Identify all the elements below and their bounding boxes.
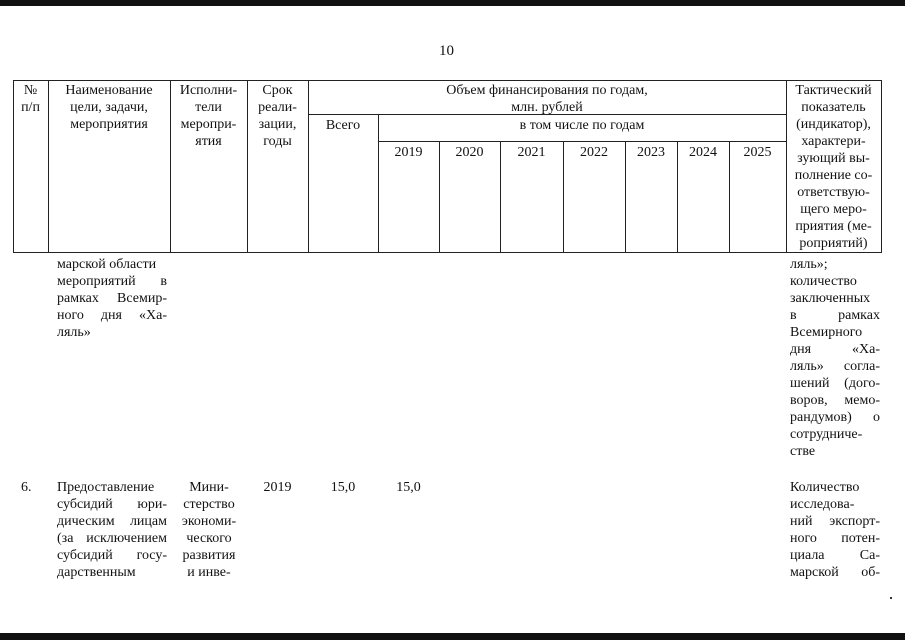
header-year-2022: 2022 [580,145,608,160]
header-top-line [13,80,881,81]
row6-name: Предоставление субсидий юри- дическим лицам (за исключением субсидий госу- дарственным [57,480,167,580]
header-term: Срок реали- зации, годы [258,83,297,149]
scan-speck [890,597,892,599]
header-year-2019: 2019 [394,145,423,160]
row6-term: 2019 [263,480,292,495]
continuation-indicator: ляль»; количество заключенных в рамках Всемирного дня «Ха- ляль» согла- шений (дого- воров, мемо- рандумов) о сотрудниче- стве [790,257,880,459]
header-by-years: в том числе по годам [519,118,645,133]
header-year-2021: 2021 [517,145,546,160]
bottom-border [0,633,905,640]
header-name: Наименование цели, задачи, мероприятия [65,83,153,132]
header-indicator: Тактический показатель (индикатор), характери- зующий вы- полнение со- ответствую- щего меро- приятия (ме- роприятий) [794,83,873,251]
header-year-2024: 2024 [689,145,717,160]
header-year-2025: 2025 [743,145,772,160]
header-funding: Объем финансирования по годам, млн. рублей [446,83,648,115]
header-bottom-line [13,252,881,253]
row6-indicator: Количество исследова- ний экспорт- ного потен- циала Са- марской об- [790,480,880,580]
header-executor: Исполни- тели меропри- ятия [179,83,238,149]
col-line-5 [378,114,379,253]
col-line-13 [881,80,882,253]
row6-executor: Мини- стерство экономи- ческого развития и инве- [181,480,237,580]
header-total: Всего [325,118,361,133]
row6-total: 15,0 [330,480,356,495]
top-border [0,0,905,6]
row6-number: 6. [21,480,32,495]
page-number: 10 [439,43,454,59]
row6-2019: 15,0 [396,480,421,495]
continuation-name: марской области мероприятий в рамках Всемир- ного дня «Ха- ляль» [57,257,167,340]
header-year-2020: 2020 [455,145,484,160]
header-num: № п/п [21,83,40,115]
header-year-2023: 2023 [637,145,665,160]
